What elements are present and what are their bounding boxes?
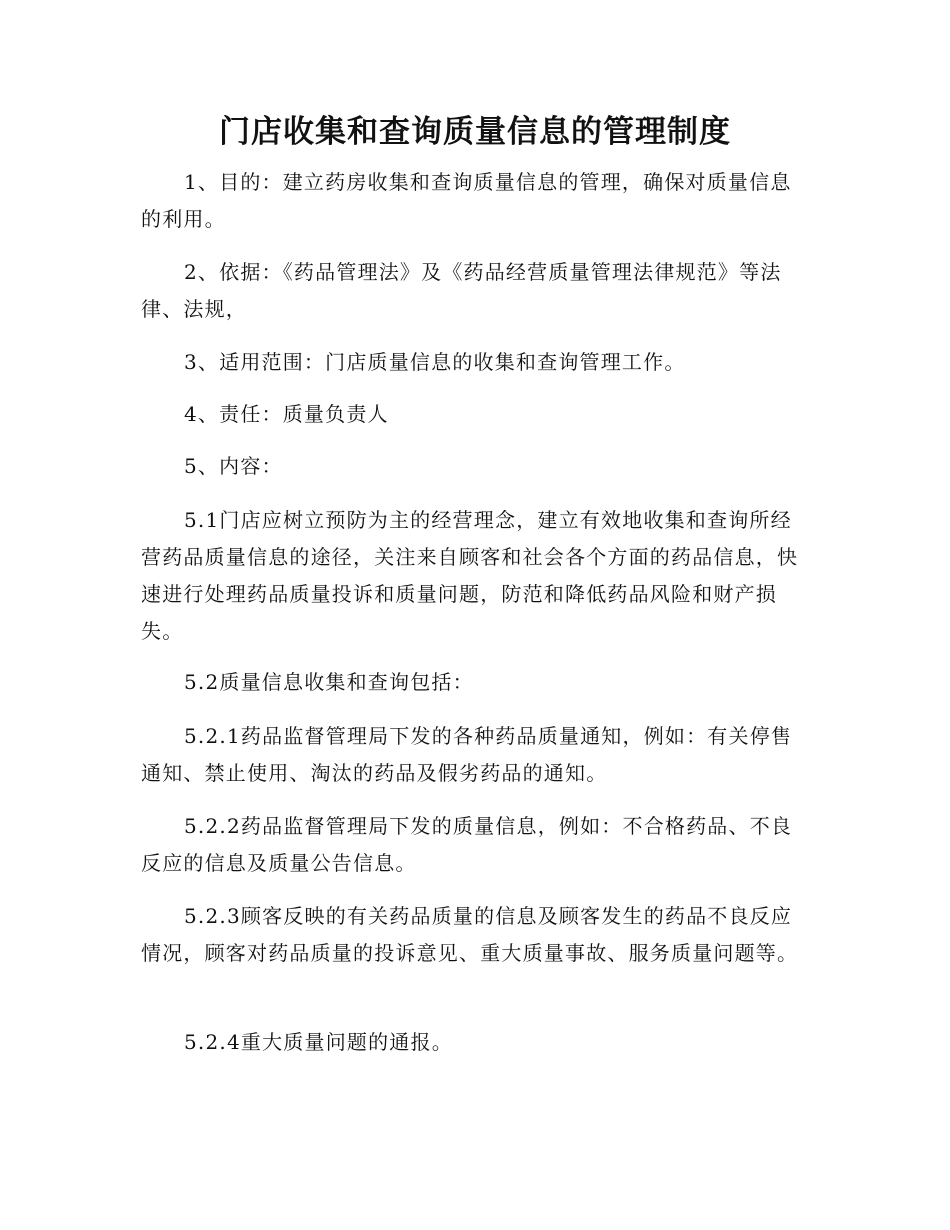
paragraph-5-2-4: 5.2.4重大质量问题的通报。 [184, 1030, 453, 1054]
paragraph-5-2-3: 5.2.3顾客反映的有关药品质量的信息及顾客发生的药品不良反应情况，顾客对药品质量的投诉意见、重大质量事故、服务质量问题等。 [141, 904, 799, 965]
document-title: 门店收集和查询质量信息的管理制度 [219, 114, 731, 150]
paragraph-content-heading: 5、内容： [184, 454, 283, 478]
paragraph-purpose: 1、目的：建立药房收集和查询质量信息的管理，确保对质量信息的利用。 [141, 170, 792, 231]
paragraph-5-2-1: 5.2.1药品监督管理局下发的各种药品质量通知，例如：有关停售通知、禁止使用、淘汰的药品及假劣药品的通知。 [141, 724, 793, 785]
paragraph-5-2: 5.2质量信息收集和查询包括： [184, 670, 474, 694]
paragraph-5-1: 5.1门店应树立预防为主的经营理念，建立有效地收集和查询所经营药品质量信息的途径，关注来自顾客和社会各个方面的药品信息，快速进行处理药品质量投诉和质量问题，防范和降低药品风险和财产损失。 [141, 508, 799, 643]
paragraph-scope: 3、适用范围：门店质量信息的收集和查询管理工作。 [184, 350, 686, 374]
paragraph-basis: 2、依据：《药品管理法》及《药品经营质量管理法律规范》等法律、法规， [141, 260, 782, 321]
paragraph-5-2-2: 5.2.2药品监督管理局下发的质量信息，例如：不合格药品、不良反应的信息及质量公告信息。 [141, 814, 793, 875]
paragraph-responsibility: 4、责任：质量负责人 [184, 402, 389, 426]
